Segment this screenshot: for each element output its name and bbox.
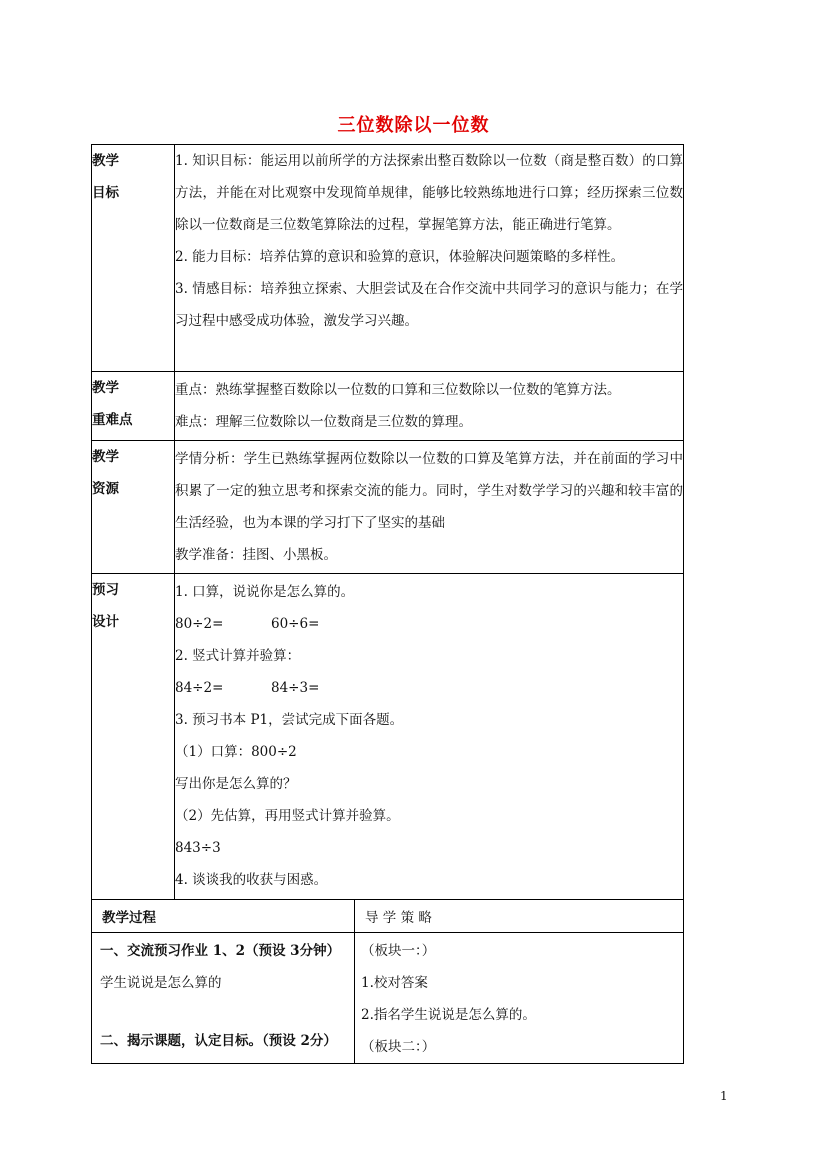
process-steps-left xyxy=(92,933,355,1064)
process-header-row xyxy=(92,900,684,933)
preview-q3: 3. 预习书本 P1，尝试完成下面各题。 xyxy=(175,712,404,728)
step2-title: 二、揭示课题，认定目标。（预设 2分） xyxy=(100,1033,337,1049)
objectives-label xyxy=(92,145,175,372)
keypoint-difficulty: 难点：理解三位数除以一位数商是三位数的算理。 xyxy=(175,414,472,430)
preview-q3-2-expr: 843÷3 xyxy=(175,840,221,856)
learning-analysis: 学情分析：学生已熟练掌握两位数除以一位数的口算及笔算方法，并在前面的学习中积累了一定的独立思考和探索交流的能力。同时，学生对数学学习的兴趣和较丰富的生活经验，也为本课的学习打下了坚实的基础 xyxy=(175,451,684,531)
resources-label-line1: 教学 xyxy=(92,449,119,465)
preview-label-line2: 设计 xyxy=(92,614,119,630)
preview-q3-1: （1）口算：800÷2 xyxy=(175,744,297,760)
preview-q4: 4. 谈谈我的收获与困惑。 xyxy=(175,872,328,888)
page-number: 1 xyxy=(720,1089,728,1103)
keypoints-label-line2: 重难点 xyxy=(92,412,133,428)
teaching-preparation: 教学准备：挂图、小黑板。 xyxy=(175,547,337,563)
preview-q1-b: 60÷6= xyxy=(271,616,320,632)
keypoints-row xyxy=(92,372,684,441)
preview-label xyxy=(92,574,175,900)
keypoints-label xyxy=(92,372,175,441)
preview-q1-a: 80÷2= xyxy=(175,616,224,632)
objective-emotion: 3. 情感目标：培养独立探索、大胆尝试及在合作交流中共同学习的意识与能力；在学习过程中感受成功体验，激发学习兴趣。 xyxy=(175,281,684,329)
preview-q3-1-follow: 写出你是怎么算的？ xyxy=(175,776,297,792)
preview-q2-exprs xyxy=(175,672,683,704)
objectives-content xyxy=(175,145,684,372)
preview-row xyxy=(92,574,684,900)
lesson-plan-table xyxy=(91,144,684,1064)
process-header-right: 导 学 策 略 xyxy=(355,900,684,933)
objective-ability: 2. 能力目标：培养估算的意识和验算的意识，体验解决问题策略的多样性。 xyxy=(175,249,625,265)
process-steps-right xyxy=(355,933,684,1064)
keypoints-content xyxy=(175,372,684,441)
preview-label-line1: 预习 xyxy=(92,582,119,598)
objectives-row xyxy=(92,145,684,372)
objectives-label-line2: 目标 xyxy=(92,185,119,201)
step1-strategy-2: 2.指名学生说说是怎么算的。 xyxy=(361,1007,536,1023)
preview-content xyxy=(175,574,684,900)
objectives-label-line1: 教学 xyxy=(92,153,119,169)
step1-strategy-title: （板块一：） xyxy=(361,943,436,959)
resources-row xyxy=(92,441,684,574)
step1-strategy-1: 1.校对答案 xyxy=(361,975,428,991)
keypoint-focus: 重点：熟练掌握整百数除以一位数的口算和三位数除以一位数的笔算方法。 xyxy=(175,382,621,398)
preview-q2-b: 84÷3= xyxy=(271,680,320,696)
resources-label xyxy=(92,441,175,574)
preview-q1: 1. 口算，说说你是怎么算的。 xyxy=(175,584,355,600)
preview-q1-exprs xyxy=(175,608,683,640)
resources-label-line2: 资源 xyxy=(92,481,119,497)
preview-q2-a: 84÷2= xyxy=(175,680,224,696)
page-title: 三位数除以一位数 xyxy=(337,115,490,136)
step1-text: 学生说说是怎么算的 xyxy=(100,975,222,991)
step1-title: 一、交流预习作业 1、2（预设 3分钟） xyxy=(100,943,341,959)
resources-content xyxy=(175,441,684,574)
process-header-left: 教学过程 xyxy=(92,900,355,933)
preview-q2: 2. 竖式计算并验算： xyxy=(175,648,301,664)
keypoints-label-line1: 教学 xyxy=(92,380,119,396)
preview-q3-2: （2）先估算，再用竖式计算并验算。 xyxy=(175,808,400,824)
objective-knowledge: 1. 知识目标：能运用以前所学的方法探索出整百数除以一位数（商是整百数）的口算方法，并能在对比观察中发现简单规律，能够比较熟练地进行口算；经历探索三位数除以一位数商是三位数笔算除法的过程，掌握笔算方法，能正确进行笔算。 xyxy=(175,153,684,233)
step2-strategy-title: （板块二：） xyxy=(361,1039,436,1055)
process-steps-row xyxy=(92,933,684,1064)
